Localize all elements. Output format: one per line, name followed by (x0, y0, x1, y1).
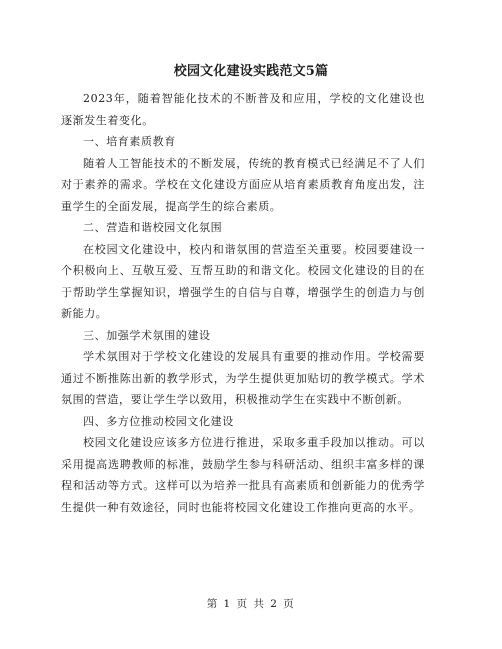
page-number-footer: 第 1 页 共 2 页 (206, 598, 296, 610)
document-title: 校园文化建设实践范文5篇 (173, 64, 329, 79)
section-paragraph-1: 随着人工智能技术的不断发展，传统的教育模式已经满足不了人们对于素养的需求。学校在文化建设方面应从培育素质教育角度出发，注重学生的全面发展，提高学生的综合素质。 (61, 156, 425, 213)
section-paragraph-3: 学术氛围对于学校文化建设的发展具有重要的推动作用。学校需要通过不断推陈出新的教学形式，为学生提供更加贴切的教学模式。学术氛围的营造，要让学生学以致用，积极推动学生在实践中不断创新。 (61, 350, 425, 406)
section-heading-2: 二、营造和谐校园文化氛围 (83, 221, 223, 234)
section-paragraph-4: 校园文化建设应该多方位进行推进，采取多重手段加以推动。可以采用提高选聘教师的标准，鼓励学生参与科研活动、组织丰富多样的课程和活动等方式。这样可以为培养一批具有高素质和创新能力的优秀学生提供一种有效途径，同时也能将校园文化建设工作推向更高的水平。 (61, 436, 425, 514)
section-heading-3: 三、加强学术氛围的建设 (83, 328, 211, 342)
section-heading-4: 四、多方位推动校园文化建设 (83, 414, 234, 428)
section-heading-1: 一、培育素质教育 (83, 135, 176, 148)
intro-paragraph: 2023年，随着智能化技术的不断普及和应用，学校的文化建设也逐渐发生着变化。 (61, 92, 425, 127)
document-body (61, 88, 425, 518)
section-paragraph-2: 在校园文化建设中，校内和谐氛围的营造至关重要。校园要建设一个积极向上、互敬互爱、互帮互助的和谐文化。校园文化建设的目的在于帮助学生掌握知识，增强学生的自信与自尊，增强学生的创造力与创新能力。 (61, 242, 425, 320)
